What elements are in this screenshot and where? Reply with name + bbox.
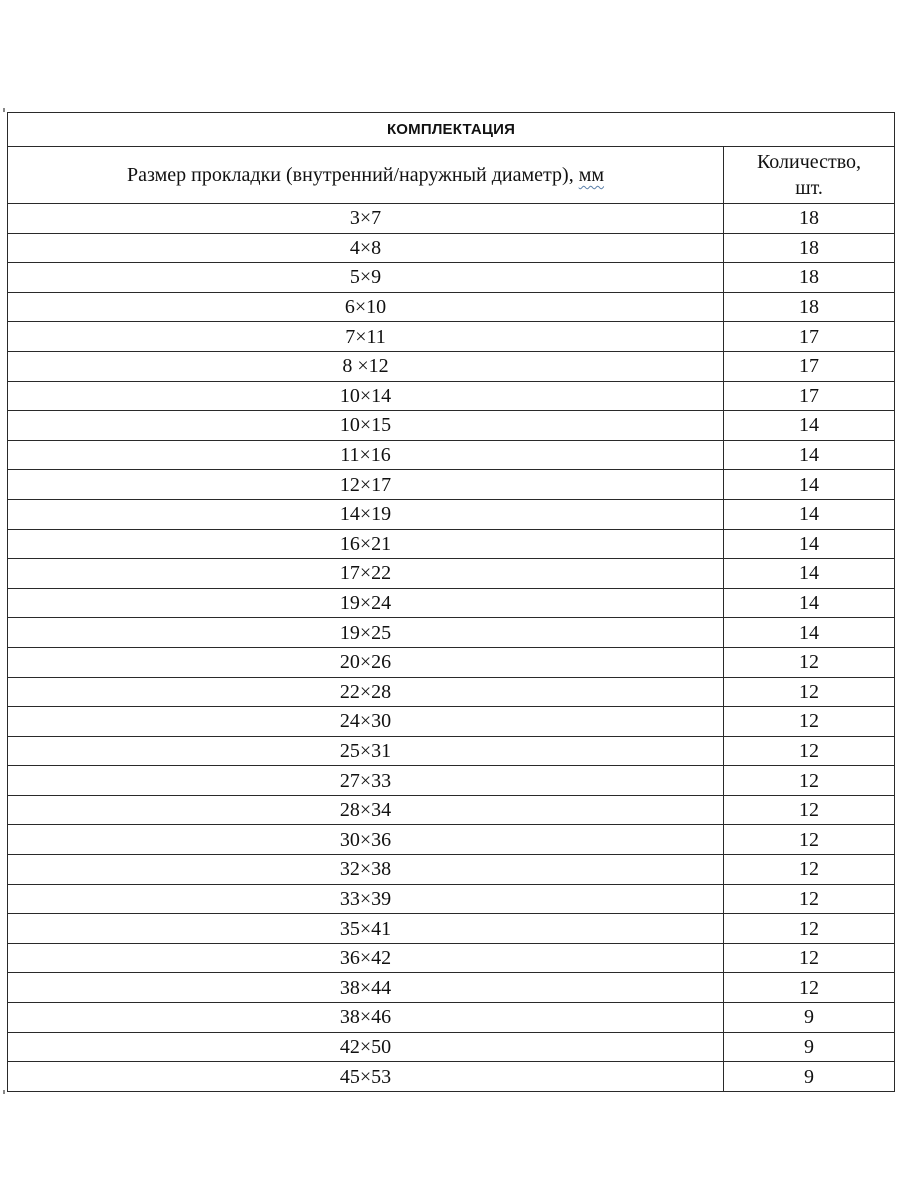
table-row xyxy=(8,233,895,263)
table-row xyxy=(8,1003,895,1033)
size-cell: 14×19 xyxy=(8,499,724,529)
qty-cell: 12 xyxy=(724,914,895,944)
table-row xyxy=(8,559,895,589)
qty-cell: 12 xyxy=(724,943,895,973)
table-row xyxy=(8,795,895,825)
table-body xyxy=(8,113,895,1092)
qty-cell: 18 xyxy=(724,233,895,263)
table-row xyxy=(8,351,895,381)
size-cell: 10×15 xyxy=(8,411,724,441)
table-row xyxy=(8,292,895,322)
size-cell: 12×17 xyxy=(8,470,724,500)
header-qty-line1: Количество, xyxy=(756,151,862,173)
size-cell: 5×9 xyxy=(8,263,724,293)
size-cell: 6×10 xyxy=(8,292,724,322)
table-row xyxy=(8,440,895,470)
size-cell: 16×21 xyxy=(8,529,724,559)
qty-cell: 14 xyxy=(724,411,895,441)
qty-cell: 14 xyxy=(724,440,895,470)
table-title: КОМПЛЕКТАЦИЯ xyxy=(8,113,895,147)
qty-cell: 12 xyxy=(724,647,895,677)
size-cell: 10×14 xyxy=(8,381,724,411)
qty-cell: 9 xyxy=(724,1003,895,1033)
qty-cell: 9 xyxy=(724,1032,895,1062)
size-cell: 30×36 xyxy=(8,825,724,855)
size-cell: 38×44 xyxy=(8,973,724,1003)
size-cell: 22×28 xyxy=(8,677,724,707)
qty-cell: 12 xyxy=(724,825,895,855)
size-cell: 32×38 xyxy=(8,855,724,885)
header-size-cell xyxy=(8,147,724,204)
qty-cell: 18 xyxy=(724,292,895,322)
size-cell: 3×7 xyxy=(8,204,724,234)
table-row xyxy=(8,322,895,352)
qty-cell: 9 xyxy=(724,1062,895,1092)
qty-cell: 14 xyxy=(724,529,895,559)
table-row xyxy=(8,973,895,1003)
table-row xyxy=(8,736,895,766)
page-edge-mark-bottom xyxy=(3,1090,5,1094)
size-cell: 11×16 xyxy=(8,440,724,470)
table-row xyxy=(8,588,895,618)
table-row xyxy=(8,914,895,944)
qty-cell: 17 xyxy=(724,351,895,381)
table-row xyxy=(8,1032,895,1062)
size-cell: 27×33 xyxy=(8,766,724,796)
table-row xyxy=(8,855,895,885)
size-cell: 33×39 xyxy=(8,884,724,914)
qty-cell: 12 xyxy=(724,736,895,766)
header-qty-cell xyxy=(724,147,895,204)
qty-cell: 14 xyxy=(724,588,895,618)
qty-cell: 18 xyxy=(724,263,895,293)
qty-cell: 12 xyxy=(724,884,895,914)
header-qty-line2: шт. xyxy=(795,177,823,199)
qty-cell: 12 xyxy=(724,855,895,885)
table-row xyxy=(8,677,895,707)
size-cell: 35×41 xyxy=(8,914,724,944)
qty-cell: 14 xyxy=(724,470,895,500)
qty-cell: 14 xyxy=(724,499,895,529)
table-row xyxy=(8,204,895,234)
qty-cell: 12 xyxy=(724,795,895,825)
qty-cell: 17 xyxy=(724,322,895,352)
size-cell: 45×53 xyxy=(8,1062,724,1092)
size-cell: 4×8 xyxy=(8,233,724,263)
qty-cell: 14 xyxy=(724,559,895,589)
size-cell: 19×25 xyxy=(8,618,724,648)
qty-cell: 12 xyxy=(724,707,895,737)
qty-cell: 12 xyxy=(724,677,895,707)
title-row xyxy=(8,113,895,147)
table-row xyxy=(8,1062,895,1092)
qty-cell: 12 xyxy=(724,766,895,796)
size-cell: 25×31 xyxy=(8,736,724,766)
header-row xyxy=(8,147,895,204)
table-row xyxy=(8,618,895,648)
size-cell: 24×30 xyxy=(8,707,724,737)
table-row xyxy=(8,825,895,855)
table-row xyxy=(8,884,895,914)
page-edge-mark-top xyxy=(3,108,5,112)
size-cell: 8 ×12 xyxy=(8,351,724,381)
table-row xyxy=(8,647,895,677)
table-row xyxy=(8,263,895,293)
equipment-table xyxy=(7,112,895,1092)
size-cell: 20×26 xyxy=(8,647,724,677)
table-row xyxy=(8,411,895,441)
table-row xyxy=(8,529,895,559)
table-row xyxy=(8,470,895,500)
header-size-unit: мм xyxy=(578,164,605,186)
qty-cell: 12 xyxy=(724,973,895,1003)
size-cell: 7×11 xyxy=(8,322,724,352)
size-cell: 28×34 xyxy=(8,795,724,825)
table-row xyxy=(8,707,895,737)
table-row xyxy=(8,766,895,796)
table-row xyxy=(8,499,895,529)
size-cell: 36×42 xyxy=(8,943,724,973)
size-cell: 19×24 xyxy=(8,588,724,618)
qty-cell: 14 xyxy=(724,618,895,648)
table-row xyxy=(8,943,895,973)
header-size-label: Размер прокладки (внутренний/наружный диаметр), xyxy=(126,164,574,186)
table-row xyxy=(8,381,895,411)
qty-cell: 18 xyxy=(724,204,895,234)
size-cell: 38×46 xyxy=(8,1003,724,1033)
size-cell: 17×22 xyxy=(8,559,724,589)
qty-cell: 17 xyxy=(724,381,895,411)
size-cell: 42×50 xyxy=(8,1032,724,1062)
